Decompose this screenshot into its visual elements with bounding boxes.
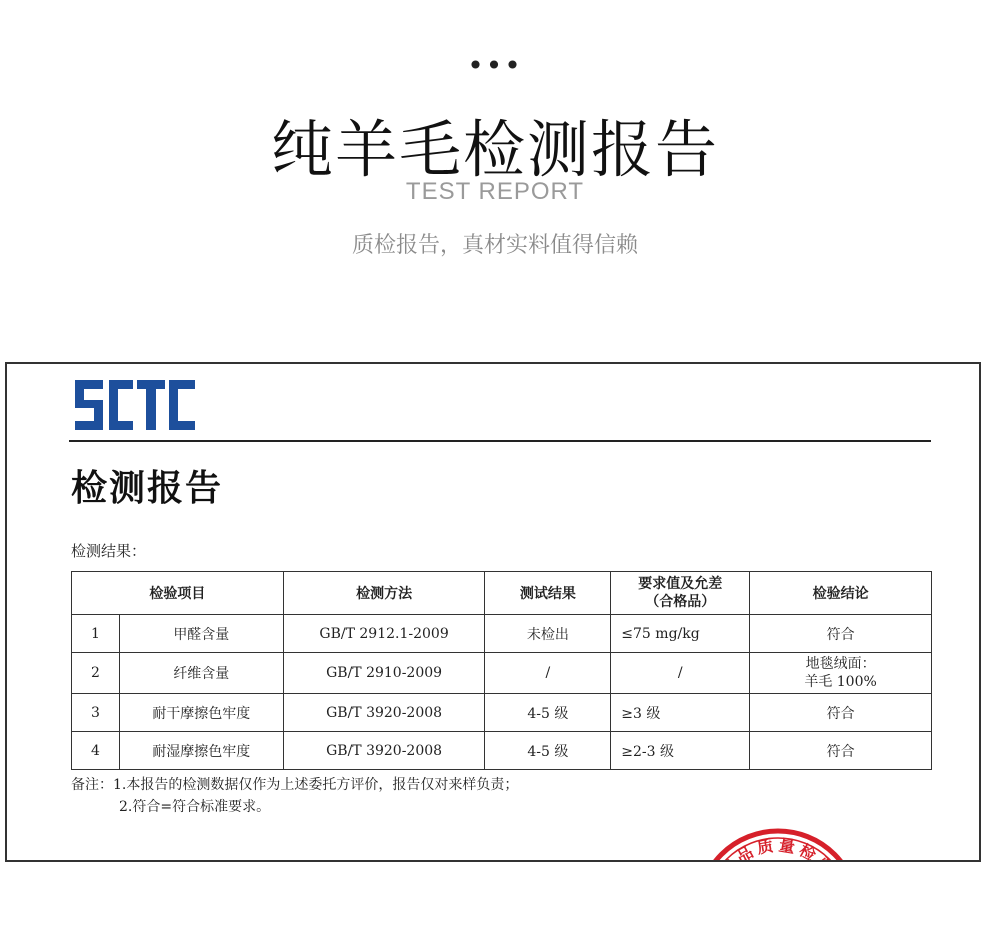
col-header-requirement: 要求值及允差 （合格品） — [611, 572, 750, 615]
row-requirement: ≥3 级 — [611, 694, 750, 732]
table-row — [72, 694, 932, 732]
col-header-method: 检测方法 — [283, 572, 485, 615]
row-method: GB/T 3920-2008 — [283, 732, 485, 770]
inspection-seal-stamp — [693, 826, 863, 881]
col-header-conclusion: 检验结论 — [750, 572, 932, 615]
row-requirement: / — [611, 653, 750, 694]
row-result: 未检出 — [485, 615, 611, 653]
table-row — [72, 653, 932, 694]
row-result: 4-5 级 — [485, 694, 611, 732]
row-requirement: ≤75 mg/kg — [611, 615, 750, 653]
row-number: 3 — [72, 694, 120, 732]
row-number: 2 — [72, 653, 120, 694]
page-subtitle-english: TEST REPORT — [405, 178, 585, 205]
note-line-1: 备注：1.本报告的检测数据仅作为上述委托方评价，报告仅对来样负责； — [71, 777, 519, 793]
table-header-row — [72, 572, 932, 615]
row-requirement: ≥2-3 级 — [611, 732, 750, 770]
row-result: / — [485, 653, 611, 694]
row-item: 纤维含量 — [119, 653, 283, 694]
row-conclusion: 符合 — [750, 615, 932, 653]
row-number: 4 — [72, 732, 120, 770]
row-method: GB/T 2910-2009 — [283, 653, 485, 694]
row-method: GB/T 2912.1-2009 — [283, 615, 485, 653]
row-result: 4-5 级 — [485, 732, 611, 770]
note-line-2: 2.符合=符合标准要求。 — [119, 799, 271, 815]
decorative-dots: ••• — [467, 49, 523, 82]
header-rule — [69, 440, 931, 442]
report-notes — [71, 774, 518, 818]
table-row — [72, 732, 932, 770]
svg-text:产品质量检验: 产品质量检验 — [715, 835, 841, 881]
row-number: 1 — [72, 615, 120, 653]
row-item: 甲醛含量 — [119, 615, 283, 653]
sctc-logo — [73, 378, 199, 432]
row-item: 耐干摩擦色牢度 — [119, 694, 283, 732]
page-tagline: 质检报告，真材实料值得信赖 — [351, 233, 638, 258]
table-row — [72, 615, 932, 653]
page-title: 纯羊毛检测报告 — [270, 113, 719, 186]
report-document — [5, 362, 981, 881]
row-method: GB/T 3920-2008 — [283, 694, 485, 732]
results-label: 检测结果： — [71, 542, 147, 560]
row-conclusion: 符合 — [750, 732, 932, 770]
results-table — [71, 571, 932, 770]
row-conclusion: 地毯绒面： 羊毛 100% — [750, 653, 932, 694]
col-header-result: 测试结果 — [485, 572, 611, 615]
report-title: 检测报告 — [71, 468, 224, 509]
row-item: 耐湿摩擦色牢度 — [119, 732, 283, 770]
row-conclusion: 符合 — [750, 694, 932, 732]
col-header-item: 检验项目 — [72, 572, 284, 615]
